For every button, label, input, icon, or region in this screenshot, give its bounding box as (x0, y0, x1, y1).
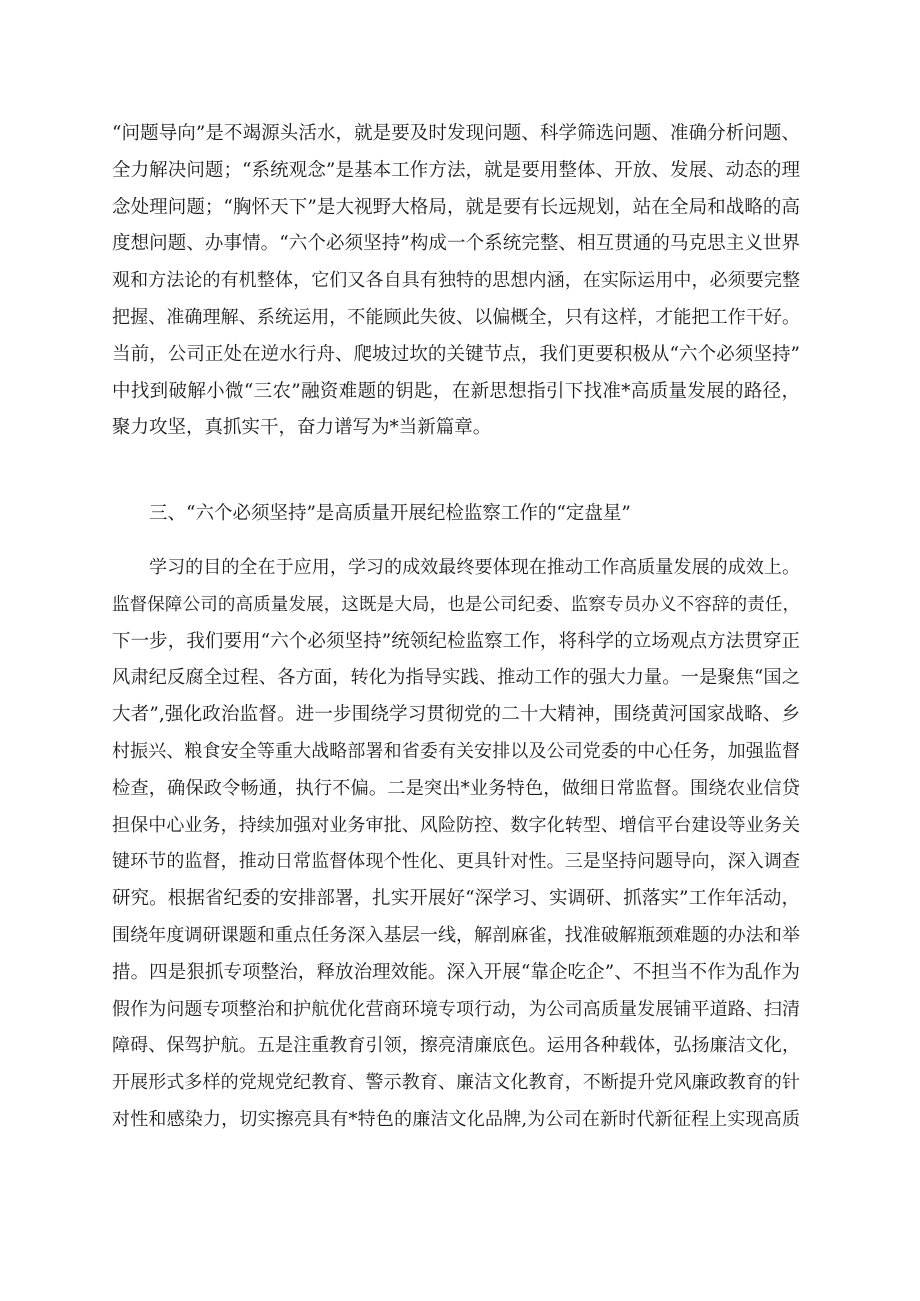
paragraph-2-line: 措。四是狠抓专项整治，释放治理效能。深入开展“靠企吃企”、不担当不作为乱作为 (112, 961, 800, 983)
paragraph-2-line: 键环节的监督，推动日常监督体现个性化、更具针对性。三是坚持问题导向，深入调查 (112, 851, 800, 873)
paragraph-1-line: 全力解决问题；“系统观念”是基本工作方法，就是要用整体、开放、发展、动态的理 (112, 159, 800, 181)
paragraph-2-line: 村振兴、粮食安全等重大战略部署和省委有关安排以及公司党委的中心任务，加强监督 (112, 740, 800, 762)
paragraph-1 (112, 116, 800, 447)
paragraph-2-line: 大者”,强化政治监督。进一步围绕学习贯彻党的二十大精神，围绕黄河国家战略、乡 (112, 704, 800, 726)
paragraph-1-line: “问题导向”是不竭源头活水，就是要及时发现问题、科学筛选问题、准确分析问题、 (112, 123, 800, 144)
paragraph-2-line: 研究。根据省纪委的安排部署，扎实开展好“深学习、实调研、抓落实”工作年活动， (112, 888, 800, 910)
paragraph-2-line: 对性和感染力，切实擦亮具有*特色的廉洁文化品牌,为公司在新时代新征程上实现高质 (112, 1108, 800, 1130)
paragraph-1-line: 当前，公司正处在逆水行舟、爬坡过坎的关键节点，我们更要积极从“六个必须坚持” (112, 343, 800, 365)
paragraph-2-line: 风肃纪反腐全过程、各方面，转化为指导实践、推动工作的强大力量。一是聚焦“国之 (112, 667, 800, 689)
paragraph-2-line: 下一步，我们要用“六个必须坚持”统领纪检监察工作，将科学的立场观点方法贯穿正 (112, 630, 800, 652)
paragraph-1-line: 度想问题、办事情。“六个必须坚持”构成一个系统完整、相互贯通的马克思主义世界 (112, 233, 800, 255)
paragraph-1-line: 聚力攻坚，真抓实干，奋力谱写为*当新篇章。 (112, 417, 492, 439)
paragraph-1-line: 念处理问题；“胸怀天下”是大视野大格局，就是要有长远规划，站在全局和战略的高 (112, 196, 800, 218)
paragraph-1-line: 把握、准确理解、系统运用，不能顾此失彼、以偏概全，只有这样，才能把工作干好。 (112, 306, 800, 328)
section-heading: 三、“六个必须坚持”是高质量开展纪检监察工作的“定盘星” (149, 503, 631, 524)
paragraph-2-line: 检查，确保政令畅通，执行不偏。二是突出*业务特色，做细日常监督。围绕农业信贷 (112, 777, 800, 799)
paragraph-2 (112, 550, 800, 1139)
paragraph-2-line: 开展形式多样的党规党纪教育、警示教育、廉洁文化教育，不断提升党风廉政教育的针 (112, 1072, 800, 1094)
paragraph-1-line: 观和方法论的有机整体，它们又各自具有独特的思想内涵，在实际运用中，必须要完整 (112, 270, 800, 292)
paragraph-2-line: 监督保障公司的高质量发展，这既是大局，也是公司纪委、监察专员办义不容辞的责任， (112, 594, 800, 615)
paragraph-2-line: 围绕年度调研课题和重点任务深入基层一线，解剖麻雀，找准破解瓶颈难题的办法和举 (112, 924, 800, 946)
paragraph-2-line: 假作为问题专项整治和护航优化营商环境专项行动，为公司高质量发展铺平道路、扫清 (112, 998, 800, 1020)
paragraph-2-line: 学习的目的全在于应用，学习的成效最终要体现在推动工作高质量发展的成效上。 (149, 557, 800, 578)
paragraph-2-line: 担保中心业务，持续加强对业务审批、风险防控、数字化转型、增信平台建设等业务关 (112, 814, 800, 836)
paragraph-2-line: 障碍、保驾护航。五是注重教育引领，擦亮清廉底色。运用各种载体，弘扬廉洁文化， (112, 1035, 800, 1057)
paragraph-1-line: 中找到破解小微“三农”融资难题的钥匙，在新思想指引下找准*高质量发展的路径， (112, 380, 800, 402)
